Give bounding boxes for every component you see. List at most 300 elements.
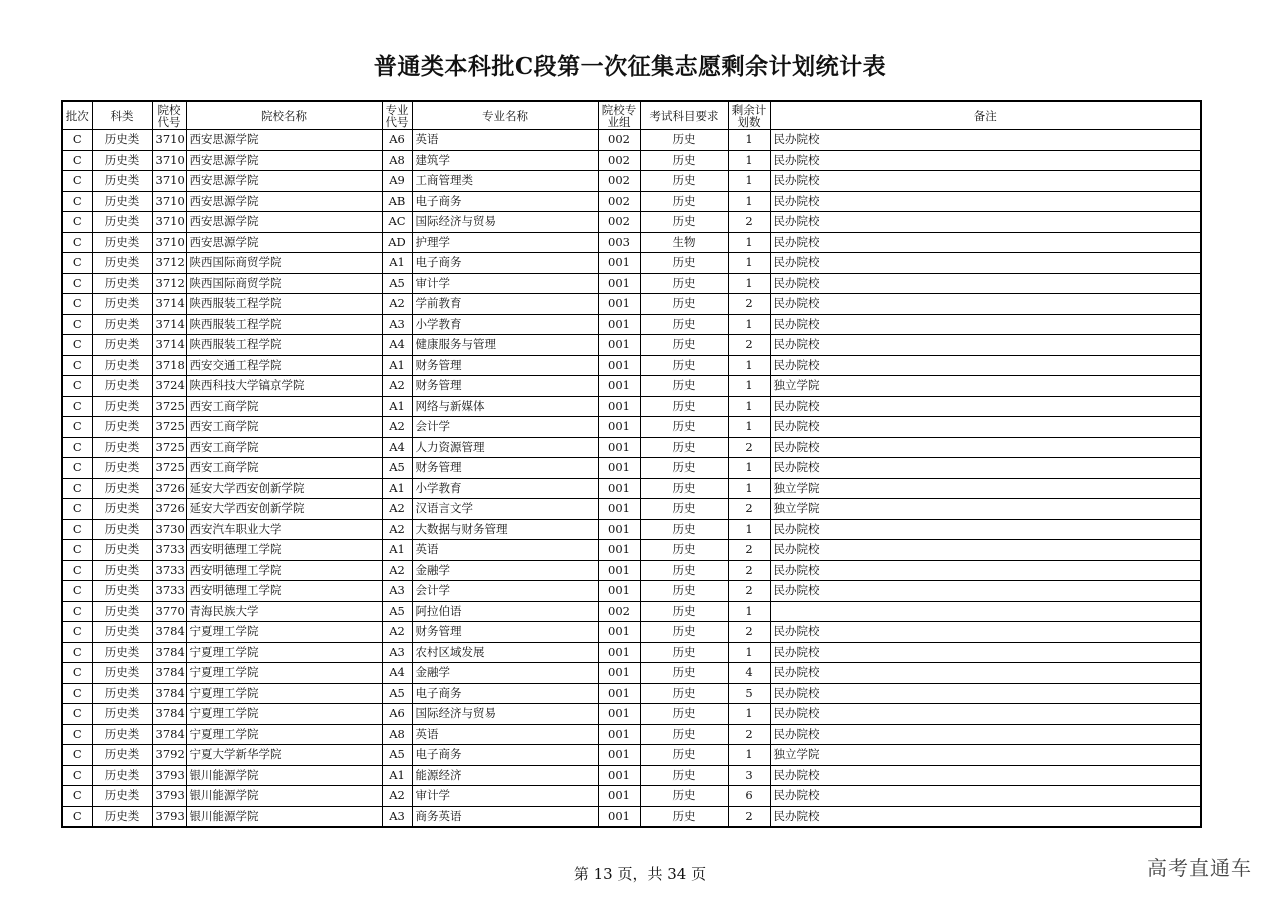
cell-category: 历史类 bbox=[92, 273, 152, 294]
cell-major-code: A1 bbox=[382, 540, 412, 561]
cell-major-name: 大数据与财务管理 bbox=[412, 519, 598, 540]
cell-school-code: 3784 bbox=[152, 622, 186, 643]
cell-major-group: 001 bbox=[598, 806, 640, 827]
cell-subject-req: 历史 bbox=[640, 560, 728, 581]
cell-major-name: 护理学 bbox=[412, 232, 598, 253]
cell-school-code: 3733 bbox=[152, 560, 186, 581]
cell-remaining: 1 bbox=[728, 130, 770, 151]
cell-batch: C bbox=[62, 560, 92, 581]
cell-category: 历史类 bbox=[92, 704, 152, 725]
cell-remarks: 民办院校 bbox=[770, 253, 1201, 274]
table-row bbox=[62, 663, 1201, 684]
cell-school-code: 3710 bbox=[152, 191, 186, 212]
cell-subject-req: 历史 bbox=[640, 150, 728, 171]
cell-subject-req: 历史 bbox=[640, 581, 728, 602]
cell-major-name: 财务管理 bbox=[412, 622, 598, 643]
cell-major-group: 001 bbox=[598, 704, 640, 725]
header-subject-req: 考试科目要求 bbox=[640, 101, 728, 130]
cell-major-name: 工商管理类 bbox=[412, 171, 598, 192]
cell-major-code: A4 bbox=[382, 335, 412, 356]
cell-major-name: 电子商务 bbox=[412, 253, 598, 274]
cell-major-group: 001 bbox=[598, 663, 640, 684]
cell-remarks: 民办院校 bbox=[770, 560, 1201, 581]
cell-major-group: 001 bbox=[598, 642, 640, 663]
cell-major-name: 金融学 bbox=[412, 560, 598, 581]
cell-major-code: A2 bbox=[382, 786, 412, 807]
cell-major-code: A3 bbox=[382, 642, 412, 663]
cell-remarks: 民办院校 bbox=[770, 765, 1201, 786]
header-batch: 批次 bbox=[62, 101, 92, 130]
table-row bbox=[62, 376, 1201, 397]
cell-school-name: 宁夏理工学院 bbox=[186, 642, 382, 663]
cell-subject-req: 历史 bbox=[640, 191, 728, 212]
cell-school-name: 延安大学西安创新学院 bbox=[186, 478, 382, 499]
cell-remarks: 独立学院 bbox=[770, 745, 1201, 766]
cell-major-group: 001 bbox=[598, 786, 640, 807]
header-category: 科类 bbox=[92, 101, 152, 130]
cell-major-group: 001 bbox=[598, 253, 640, 274]
cell-category: 历史类 bbox=[92, 622, 152, 643]
cell-school-code: 3712 bbox=[152, 253, 186, 274]
table-row bbox=[62, 601, 1201, 622]
cell-batch: C bbox=[62, 765, 92, 786]
cell-subject-req: 历史 bbox=[640, 335, 728, 356]
table-row bbox=[62, 191, 1201, 212]
cell-school-code: 3784 bbox=[152, 704, 186, 725]
cell-major-name: 学前教育 bbox=[412, 294, 598, 315]
cell-school-code: 3784 bbox=[152, 683, 186, 704]
cell-school-name: 宁夏理工学院 bbox=[186, 683, 382, 704]
cell-major-group: 001 bbox=[598, 396, 640, 417]
cell-batch: C bbox=[62, 294, 92, 315]
cell-category: 历史类 bbox=[92, 253, 152, 274]
cell-school-name: 西安工商学院 bbox=[186, 396, 382, 417]
cell-major-code: A4 bbox=[382, 437, 412, 458]
cell-remaining: 6 bbox=[728, 786, 770, 807]
cell-subject-req: 历史 bbox=[640, 396, 728, 417]
cell-batch: C bbox=[62, 130, 92, 151]
table-row bbox=[62, 560, 1201, 581]
header-major-name: 专业名称 bbox=[412, 101, 598, 130]
cell-major-group: 003 bbox=[598, 232, 640, 253]
cell-school-code: 3724 bbox=[152, 376, 186, 397]
cell-major-name: 国际经济与贸易 bbox=[412, 704, 598, 725]
cell-major-code: A4 bbox=[382, 663, 412, 684]
cell-remaining: 1 bbox=[728, 150, 770, 171]
cell-major-code: A5 bbox=[382, 458, 412, 479]
cell-school-code: 3710 bbox=[152, 130, 186, 151]
cell-category: 历史类 bbox=[92, 540, 152, 561]
cell-school-code: 3793 bbox=[152, 765, 186, 786]
cell-batch: C bbox=[62, 150, 92, 171]
cell-major-code: A5 bbox=[382, 273, 412, 294]
cell-batch: C bbox=[62, 581, 92, 602]
cell-category: 历史类 bbox=[92, 458, 152, 479]
cell-remarks: 民办院校 bbox=[770, 724, 1201, 745]
table-row bbox=[62, 683, 1201, 704]
cell-subject-req: 生物 bbox=[640, 232, 728, 253]
header-remaining: 剩余计划数 bbox=[728, 101, 770, 130]
cell-batch: C bbox=[62, 253, 92, 274]
table-row bbox=[62, 642, 1201, 663]
cell-remarks: 民办院校 bbox=[770, 171, 1201, 192]
cell-remaining: 1 bbox=[728, 396, 770, 417]
table-row bbox=[62, 519, 1201, 540]
table-row bbox=[62, 171, 1201, 192]
cell-batch: C bbox=[62, 355, 92, 376]
table-row bbox=[62, 745, 1201, 766]
table-row bbox=[62, 704, 1201, 725]
cell-remaining: 1 bbox=[728, 458, 770, 479]
cell-remaining: 1 bbox=[728, 191, 770, 212]
cell-category: 历史类 bbox=[92, 806, 152, 827]
cell-remarks: 民办院校 bbox=[770, 806, 1201, 827]
cell-major-code: A6 bbox=[382, 704, 412, 725]
table-row bbox=[62, 150, 1201, 171]
cell-remarks: 民办院校 bbox=[770, 355, 1201, 376]
cell-subject-req: 历史 bbox=[640, 458, 728, 479]
cell-batch: C bbox=[62, 806, 92, 827]
cell-batch: C bbox=[62, 396, 92, 417]
cell-batch: C bbox=[62, 601, 92, 622]
cell-school-name: 银川能源学院 bbox=[186, 765, 382, 786]
cell-category: 历史类 bbox=[92, 314, 152, 335]
cell-batch: C bbox=[62, 499, 92, 520]
table-row bbox=[62, 294, 1201, 315]
cell-batch: C bbox=[62, 376, 92, 397]
table-row bbox=[62, 253, 1201, 274]
cell-major-name: 英语 bbox=[412, 540, 598, 561]
cell-batch: C bbox=[62, 171, 92, 192]
cell-remarks: 民办院校 bbox=[770, 663, 1201, 684]
cell-major-name: 审计学 bbox=[412, 786, 598, 807]
table-row bbox=[62, 130, 1201, 151]
cell-subject-req: 历史 bbox=[640, 642, 728, 663]
cell-category: 历史类 bbox=[92, 765, 152, 786]
cell-remaining: 4 bbox=[728, 663, 770, 684]
cell-school-code: 3714 bbox=[152, 294, 186, 315]
header-major-code: 专业代号 bbox=[382, 101, 412, 130]
data-table bbox=[61, 100, 1202, 828]
cell-category: 历史类 bbox=[92, 499, 152, 520]
cell-batch: C bbox=[62, 417, 92, 438]
cell-remaining: 3 bbox=[728, 765, 770, 786]
cell-major-name: 审计学 bbox=[412, 273, 598, 294]
cell-category: 历史类 bbox=[92, 642, 152, 663]
cell-major-group: 002 bbox=[598, 171, 640, 192]
cell-school-name: 西安明德理工学院 bbox=[186, 560, 382, 581]
cell-school-name: 西安工商学院 bbox=[186, 458, 382, 479]
cell-subject-req: 历史 bbox=[640, 130, 728, 151]
cell-major-name: 建筑学 bbox=[412, 150, 598, 171]
cell-category: 历史类 bbox=[92, 560, 152, 581]
cell-school-code: 3733 bbox=[152, 581, 186, 602]
cell-school-code: 3792 bbox=[152, 745, 186, 766]
cell-school-name: 陕西国际商贸学院 bbox=[186, 253, 382, 274]
cell-school-name: 西安汽车职业大学 bbox=[186, 519, 382, 540]
cell-category: 历史类 bbox=[92, 581, 152, 602]
cell-subject-req: 历史 bbox=[640, 519, 728, 540]
cell-category: 历史类 bbox=[92, 335, 152, 356]
cell-batch: C bbox=[62, 683, 92, 704]
cell-major-group: 001 bbox=[598, 314, 640, 335]
cell-remarks: 民办院校 bbox=[770, 130, 1201, 151]
cell-major-code: A3 bbox=[382, 314, 412, 335]
cell-major-name: 英语 bbox=[412, 724, 598, 745]
cell-remaining: 2 bbox=[728, 335, 770, 356]
cell-major-group: 001 bbox=[598, 417, 640, 438]
cell-subject-req: 历史 bbox=[640, 499, 728, 520]
cell-major-name: 国际经济与贸易 bbox=[412, 212, 598, 233]
cell-remarks: 民办院校 bbox=[770, 191, 1201, 212]
cell-major-group: 001 bbox=[598, 540, 640, 561]
cell-major-name: 财务管理 bbox=[412, 355, 598, 376]
cell-remarks: 民办院校 bbox=[770, 417, 1201, 438]
page-title: 普通类本科批C段第一次征集志愿剩余计划统计表 bbox=[373, 53, 887, 80]
cell-major-code: A8 bbox=[382, 150, 412, 171]
cell-school-code: 3714 bbox=[152, 335, 186, 356]
cell-major-code: A2 bbox=[382, 499, 412, 520]
cell-major-name: 会计学 bbox=[412, 581, 598, 602]
cell-major-code: A1 bbox=[382, 355, 412, 376]
cell-remarks: 民办院校 bbox=[770, 704, 1201, 725]
cell-major-name: 会计学 bbox=[412, 417, 598, 438]
cell-major-code: A9 bbox=[382, 171, 412, 192]
cell-major-group: 001 bbox=[598, 355, 640, 376]
cell-school-name: 西安思源学院 bbox=[186, 130, 382, 151]
cell-batch: C bbox=[62, 191, 92, 212]
cell-subject-req: 历史 bbox=[640, 273, 728, 294]
cell-remaining: 2 bbox=[728, 806, 770, 827]
cell-remaining: 2 bbox=[728, 724, 770, 745]
header-major-group: 院校专业组 bbox=[598, 101, 640, 130]
cell-major-group: 001 bbox=[598, 478, 640, 499]
cell-major-group: 002 bbox=[598, 130, 640, 151]
cell-school-code: 3718 bbox=[152, 355, 186, 376]
cell-remaining: 1 bbox=[728, 642, 770, 663]
cell-subject-req: 历史 bbox=[640, 806, 728, 827]
cell-major-group: 001 bbox=[598, 765, 640, 786]
cell-batch: C bbox=[62, 540, 92, 561]
cell-remarks: 民办院校 bbox=[770, 683, 1201, 704]
cell-remaining: 1 bbox=[728, 171, 770, 192]
cell-remaining: 1 bbox=[728, 376, 770, 397]
cell-remaining: 1 bbox=[728, 417, 770, 438]
cell-school-code: 3726 bbox=[152, 478, 186, 499]
cell-subject-req: 历史 bbox=[640, 745, 728, 766]
cell-major-name: 商务英语 bbox=[412, 806, 598, 827]
cell-school-code: 3730 bbox=[152, 519, 186, 540]
cell-major-code: AD bbox=[382, 232, 412, 253]
cell-subject-req: 历史 bbox=[640, 683, 728, 704]
cell-major-group: 001 bbox=[598, 499, 640, 520]
cell-remaining: 1 bbox=[728, 355, 770, 376]
table-row bbox=[62, 212, 1201, 233]
cell-batch: C bbox=[62, 745, 92, 766]
cell-major-code: A1 bbox=[382, 478, 412, 499]
cell-batch: C bbox=[62, 273, 92, 294]
cell-school-code: 3710 bbox=[152, 171, 186, 192]
cell-remaining: 1 bbox=[728, 745, 770, 766]
cell-category: 历史类 bbox=[92, 417, 152, 438]
cell-batch: C bbox=[62, 335, 92, 356]
cell-subject-req: 历史 bbox=[640, 376, 728, 397]
cell-category: 历史类 bbox=[92, 232, 152, 253]
table-row bbox=[62, 478, 1201, 499]
cell-school-code: 3725 bbox=[152, 458, 186, 479]
cell-school-name: 西安思源学院 bbox=[186, 232, 382, 253]
cell-remaining: 1 bbox=[728, 478, 770, 499]
cell-subject-req: 历史 bbox=[640, 601, 728, 622]
table-row bbox=[62, 273, 1201, 294]
cell-subject-req: 历史 bbox=[640, 212, 728, 233]
cell-school-name: 银川能源学院 bbox=[186, 806, 382, 827]
cell-subject-req: 历史 bbox=[640, 417, 728, 438]
table-row bbox=[62, 458, 1201, 479]
cell-category: 历史类 bbox=[92, 745, 152, 766]
cell-major-group: 002 bbox=[598, 150, 640, 171]
cell-remarks: 民办院校 bbox=[770, 335, 1201, 356]
cell-major-name: 财务管理 bbox=[412, 458, 598, 479]
cell-remarks: 民办院校 bbox=[770, 458, 1201, 479]
cell-batch: C bbox=[62, 437, 92, 458]
cell-remaining: 2 bbox=[728, 294, 770, 315]
cell-major-group: 001 bbox=[598, 560, 640, 581]
cell-remaining: 2 bbox=[728, 437, 770, 458]
cell-subject-req: 历史 bbox=[640, 355, 728, 376]
cell-major-code: A3 bbox=[382, 581, 412, 602]
cell-category: 历史类 bbox=[92, 355, 152, 376]
cell-major-name: 英语 bbox=[412, 130, 598, 151]
cell-school-name: 西安思源学院 bbox=[186, 212, 382, 233]
watermark: 高考直通车 bbox=[1147, 856, 1252, 880]
cell-batch: C bbox=[62, 314, 92, 335]
cell-school-code: 3714 bbox=[152, 314, 186, 335]
cell-remarks: 民办院校 bbox=[770, 519, 1201, 540]
table-row bbox=[62, 314, 1201, 335]
cell-major-code: A2 bbox=[382, 622, 412, 643]
cell-category: 历史类 bbox=[92, 191, 152, 212]
cell-major-code: A2 bbox=[382, 376, 412, 397]
cell-school-code: 3784 bbox=[152, 663, 186, 684]
cell-subject-req: 历史 bbox=[640, 294, 728, 315]
cell-category: 历史类 bbox=[92, 150, 152, 171]
cell-major-group: 001 bbox=[598, 335, 640, 356]
cell-school-name: 银川能源学院 bbox=[186, 786, 382, 807]
cell-remarks: 民办院校 bbox=[770, 437, 1201, 458]
cell-major-group: 001 bbox=[598, 519, 640, 540]
table-row bbox=[62, 335, 1201, 356]
cell-remaining: 1 bbox=[728, 232, 770, 253]
cell-subject-req: 历史 bbox=[640, 663, 728, 684]
cell-major-group: 001 bbox=[598, 273, 640, 294]
cell-major-group: 001 bbox=[598, 437, 640, 458]
cell-major-group: 001 bbox=[598, 622, 640, 643]
cell-batch: C bbox=[62, 786, 92, 807]
cell-major-code: A2 bbox=[382, 417, 412, 438]
cell-subject-req: 历史 bbox=[640, 171, 728, 192]
cell-remarks: 民办院校 bbox=[770, 273, 1201, 294]
cell-major-group: 001 bbox=[598, 745, 640, 766]
cell-remaining: 2 bbox=[728, 560, 770, 581]
cell-major-group: 002 bbox=[598, 601, 640, 622]
cell-school-name: 西安工商学院 bbox=[186, 437, 382, 458]
cell-category: 历史类 bbox=[92, 130, 152, 151]
cell-category: 历史类 bbox=[92, 212, 152, 233]
cell-remaining: 1 bbox=[728, 253, 770, 274]
cell-category: 历史类 bbox=[92, 519, 152, 540]
cell-school-name: 西安明德理工学院 bbox=[186, 540, 382, 561]
cell-category: 历史类 bbox=[92, 724, 152, 745]
header-remarks: 备注 bbox=[770, 101, 1201, 130]
cell-major-name: 汉语言文学 bbox=[412, 499, 598, 520]
cell-school-code: 3725 bbox=[152, 437, 186, 458]
table-row bbox=[62, 622, 1201, 643]
cell-remaining: 1 bbox=[728, 314, 770, 335]
cell-major-name: 小学教育 bbox=[412, 314, 598, 335]
cell-remarks bbox=[770, 601, 1201, 622]
cell-school-name: 宁夏大学新华学院 bbox=[186, 745, 382, 766]
cell-category: 历史类 bbox=[92, 171, 152, 192]
cell-category: 历史类 bbox=[92, 437, 152, 458]
cell-remaining: 5 bbox=[728, 683, 770, 704]
cell-major-code: A5 bbox=[382, 745, 412, 766]
cell-school-name: 西安思源学院 bbox=[186, 191, 382, 212]
cell-major-group: 002 bbox=[598, 191, 640, 212]
cell-batch: C bbox=[62, 622, 92, 643]
cell-remarks: 民办院校 bbox=[770, 622, 1201, 643]
table-row bbox=[62, 232, 1201, 253]
cell-major-group: 001 bbox=[598, 724, 640, 745]
cell-subject-req: 历史 bbox=[640, 253, 728, 274]
cell-remarks: 独立学院 bbox=[770, 478, 1201, 499]
cell-major-code: A3 bbox=[382, 806, 412, 827]
cell-major-name: 健康服务与管理 bbox=[412, 335, 598, 356]
cell-school-name: 宁夏理工学院 bbox=[186, 704, 382, 725]
cell-major-code: AC bbox=[382, 212, 412, 233]
cell-batch: C bbox=[62, 232, 92, 253]
cell-school-code: 3733 bbox=[152, 540, 186, 561]
cell-school-name: 西安交通工程学院 bbox=[186, 355, 382, 376]
cell-school-name: 宁夏理工学院 bbox=[186, 663, 382, 684]
cell-school-name: 宁夏理工学院 bbox=[186, 724, 382, 745]
cell-batch: C bbox=[62, 478, 92, 499]
cell-major-group: 001 bbox=[598, 683, 640, 704]
cell-batch: C bbox=[62, 724, 92, 745]
cell-major-code: A5 bbox=[382, 683, 412, 704]
cell-major-code: A2 bbox=[382, 519, 412, 540]
cell-subject-req: 历史 bbox=[640, 314, 728, 335]
cell-remaining: 1 bbox=[728, 519, 770, 540]
cell-remarks: 独立学院 bbox=[770, 499, 1201, 520]
cell-school-name: 陕西科技大学镐京学院 bbox=[186, 376, 382, 397]
cell-major-code: A2 bbox=[382, 294, 412, 315]
cell-major-code: AB bbox=[382, 191, 412, 212]
cell-major-code: A1 bbox=[382, 765, 412, 786]
cell-major-code: A5 bbox=[382, 601, 412, 622]
cell-subject-req: 历史 bbox=[640, 622, 728, 643]
cell-remarks: 民办院校 bbox=[770, 314, 1201, 335]
cell-subject-req: 历史 bbox=[640, 724, 728, 745]
cell-category: 历史类 bbox=[92, 786, 152, 807]
cell-batch: C bbox=[62, 212, 92, 233]
cell-school-name: 西安明德理工学院 bbox=[186, 581, 382, 602]
cell-remaining: 2 bbox=[728, 581, 770, 602]
cell-batch: C bbox=[62, 704, 92, 725]
cell-major-group: 001 bbox=[598, 458, 640, 479]
cell-remaining: 1 bbox=[728, 601, 770, 622]
cell-category: 历史类 bbox=[92, 294, 152, 315]
